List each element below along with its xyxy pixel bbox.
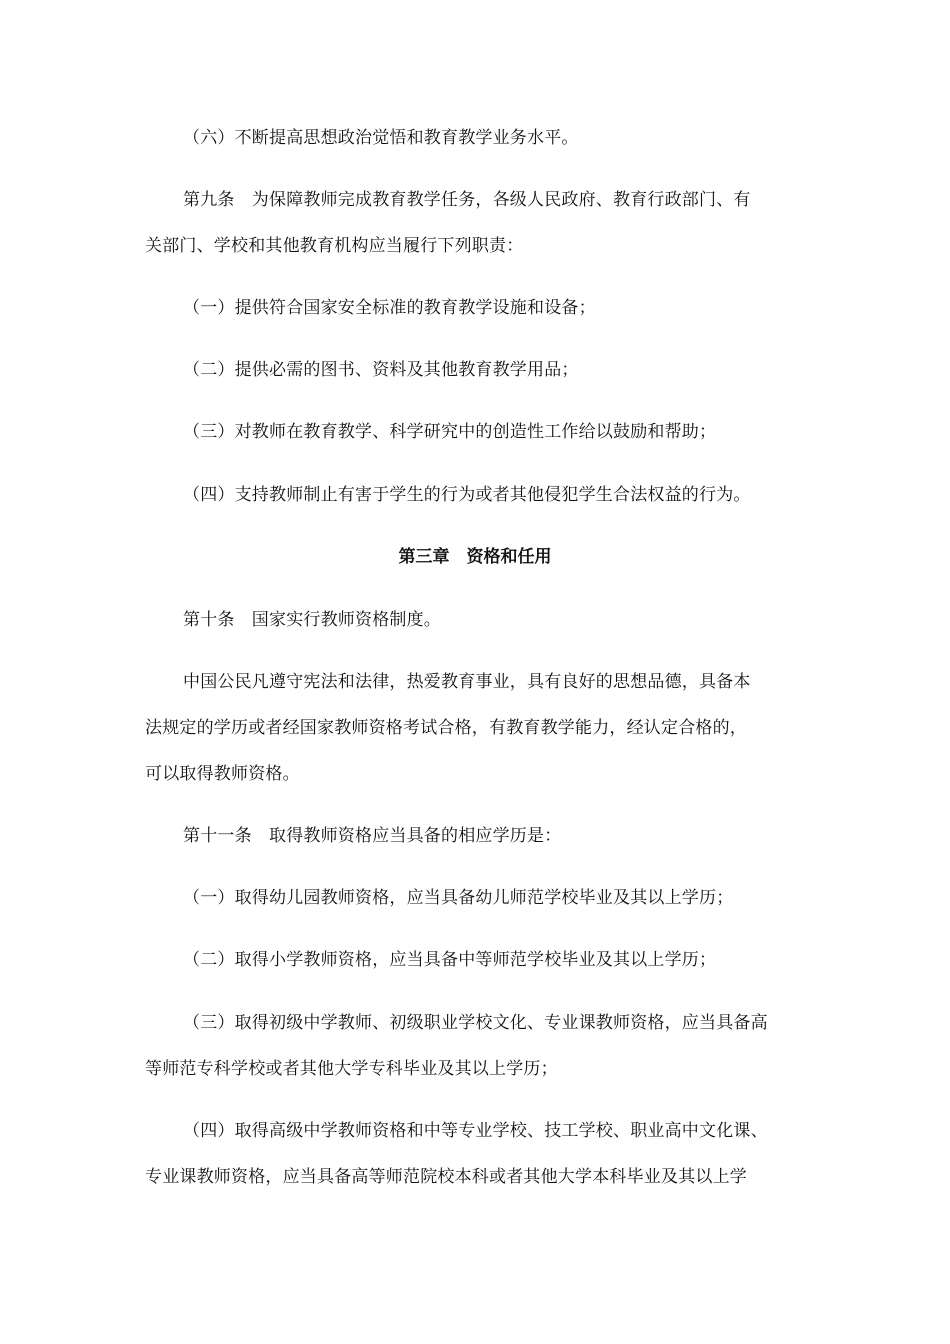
article-ten: 第十条 国家实行教师资格制度。 [183, 610, 441, 630]
article-nine-line-2: 关部门、学校和其他教育机构应当履行下列职责： [145, 236, 524, 256]
qualification-paragraph-line-3: 可以取得教师资格。 [145, 764, 300, 784]
qualification-paragraph-line-2: 法规定的学历或者经国家教师资格考试合格，有教育教学能力，经认定合格的， [145, 718, 747, 738]
paragraph-item-three: （三）对教师在教育教学、科学研究中的创造性工作给以鼓励和帮助； [183, 422, 717, 442]
education-item-one: （一）取得幼儿园教师资格，应当具备幼儿师范学校毕业及其以上学历； [183, 888, 734, 908]
education-item-four-line-2: 专业课教师资格，应当具备高等师范院校本科或者其他大学本科毕业及其以上学 [145, 1167, 747, 1187]
paragraph-item-one: （一）提供符合国家安全标准的教育教学设施和设备； [183, 298, 596, 318]
chapter-heading: 第三章 资格和任用 [398, 547, 552, 567]
paragraph-item-four: （四）支持教师制止有害于学生的行为或者其他侵犯学生合法权益的行为。 [183, 485, 751, 505]
article-nine-line-1: 第九条 为保障教师完成教育教学任务，各级人民政府、教育行政部门、有 [183, 190, 751, 210]
article-eleven: 第十一条 取得教师资格应当具备的相应学历是： [183, 826, 562, 846]
education-item-two: （二）取得小学教师资格，应当具备中等师范学校毕业及其以上学历； [183, 950, 717, 970]
qualification-paragraph-line-1: 中国公民凡遵守宪法和法律，热爱教育事业，具有良好的思想品德，具备本 [183, 672, 751, 692]
education-item-three-line-1: （三）取得初级中学教师、初级职业学校文化、专业课教师资格，应当具备高 [183, 1013, 768, 1033]
paragraph-item-two: （二）提供必需的图书、资料及其他教育教学用品； [183, 360, 579, 380]
education-item-four-line-1: （四）取得高级中学教师资格和中等专业学校、技工学校、职业高中文化课、 [183, 1121, 768, 1141]
education-item-three-line-2: 等师范专科学校或者其他大学专科毕业及其以上学历； [145, 1059, 558, 1079]
paragraph-item-six: （六）不断提高思想政治觉悟和教育教学业务水平。 [183, 128, 579, 148]
